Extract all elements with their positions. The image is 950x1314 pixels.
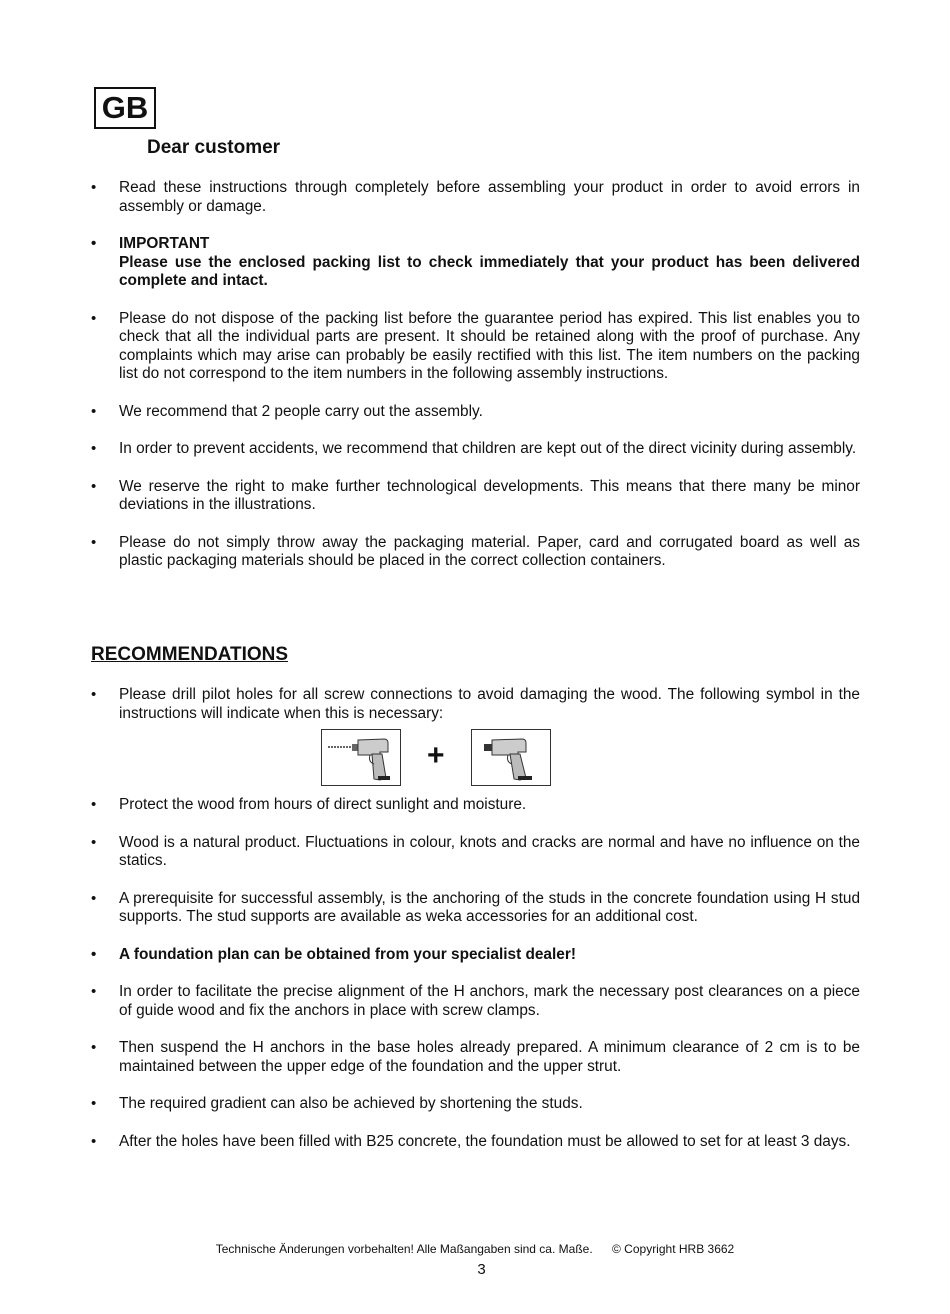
list-item-text: Protect the wood from hours of direct sunlight and moisture. xyxy=(119,796,527,813)
list-item-text: Then suspend the H anchors in the base holes already prepared. A minimum clearance of 2 cm is to be maintained between the upper edge of the foundation and the upper strut. xyxy=(119,1039,860,1075)
list-item-text: We recommend that 2 people carry out the assembly. xyxy=(119,402,483,420)
list-item-text: In order to prevent accidents, we recommend that children are kept out of the direct vicinity during assembly. xyxy=(119,440,857,457)
footer-notice: Technische Änderungen vorbehalten! Alle Maßangaben sind ca. Maße. xyxy=(215,1242,593,1256)
page-title: Dear customer xyxy=(147,137,281,158)
intro-list xyxy=(91,179,860,590)
page-number: 3 xyxy=(477,1261,486,1278)
recommendations-heading: RECOMMENDATIONS xyxy=(91,644,289,665)
drill-symbol xyxy=(91,729,860,789)
country-code-text: GB xyxy=(101,90,149,125)
recommendations-list-intro xyxy=(91,686,860,789)
list-item xyxy=(91,834,860,871)
list-item-text: The required gradient can also be achieved by shortening the studs. xyxy=(119,1095,583,1112)
plus-sign: + xyxy=(427,739,445,772)
list-item-text: Read these instructions through completely before assembling your product in order to avoid errors in assembly or damage. xyxy=(119,179,860,215)
list-item xyxy=(91,403,860,422)
list-item xyxy=(91,1133,860,1152)
list-item xyxy=(91,310,860,384)
list-item-text: Please do not dispose of the packing list before the guarantee period has expired. This list enables you to check that all the individual parts are present. It should be retained along with the proof of purchase. Any complaints which may arise can probably be easily rectified with this list. The item numbers on the packing list do not correspond to the item numbers in the following assembly instructions. xyxy=(119,309,860,382)
list-item xyxy=(91,179,860,216)
list-item xyxy=(91,440,860,459)
list-item xyxy=(91,686,860,723)
list-item-text: After the holes have been filled with B25 concrete, the foundation must be allowed to set for at least 3 days. xyxy=(119,1132,851,1150)
drill-symbol-row xyxy=(91,729,860,789)
list-item xyxy=(91,890,860,927)
list-item-text: We reserve the right to make further technological developments. This means that there many be minor deviations in the illustrations. xyxy=(119,477,860,513)
list-item xyxy=(91,796,860,815)
recommendations-list xyxy=(91,796,860,1170)
drill-icon xyxy=(471,729,551,786)
list-item xyxy=(91,946,860,965)
list-item-text: Please do not simply throw away the packaging material. Paper, card and corrugated board as well as plastic packaging materials should be placed in the correct collection containers. xyxy=(119,533,860,569)
list-item xyxy=(91,983,860,1020)
list-item-text: A prerequisite for successful assembly, is the anchoring of the studs in the concrete foundation using H stud supports. The stud supports are available as weka accessories for an additional cost. xyxy=(119,889,860,925)
list-item-text: In order to facilitate the precise alignment of the H anchors, mark the necessary post clearances on a piece of guide wood and fix the anchors in place with screw clamps. xyxy=(119,983,860,1019)
list-item xyxy=(91,1039,860,1076)
list-item-text: Please drill pilot holes for all screw connections to avoid damaging the wood. The following symbol in the instructions will indicate when this is necessary: xyxy=(119,686,860,722)
list-item xyxy=(91,1095,860,1114)
list-item xyxy=(91,478,860,515)
footer-copyright: © Copyright HRB 3662 xyxy=(612,1242,735,1256)
list-item xyxy=(91,534,860,571)
list-item-text: A foundation plan can be obtained from your specialist dealer! xyxy=(119,945,576,963)
important-heading: • IMPORTANT xyxy=(119,235,210,252)
country-code-badge xyxy=(94,87,156,129)
important-text: Please use the enclosed packing list to check immediately that your product has been delivered complete and intact. xyxy=(119,253,860,289)
list-item-text: Wood is a natural product. Fluctuations in colour, knots and cracks are normal and have no influence on the statics. xyxy=(119,833,860,869)
footer xyxy=(0,1242,950,1256)
list-item xyxy=(91,235,860,291)
drill-with-bit-icon xyxy=(321,729,401,786)
